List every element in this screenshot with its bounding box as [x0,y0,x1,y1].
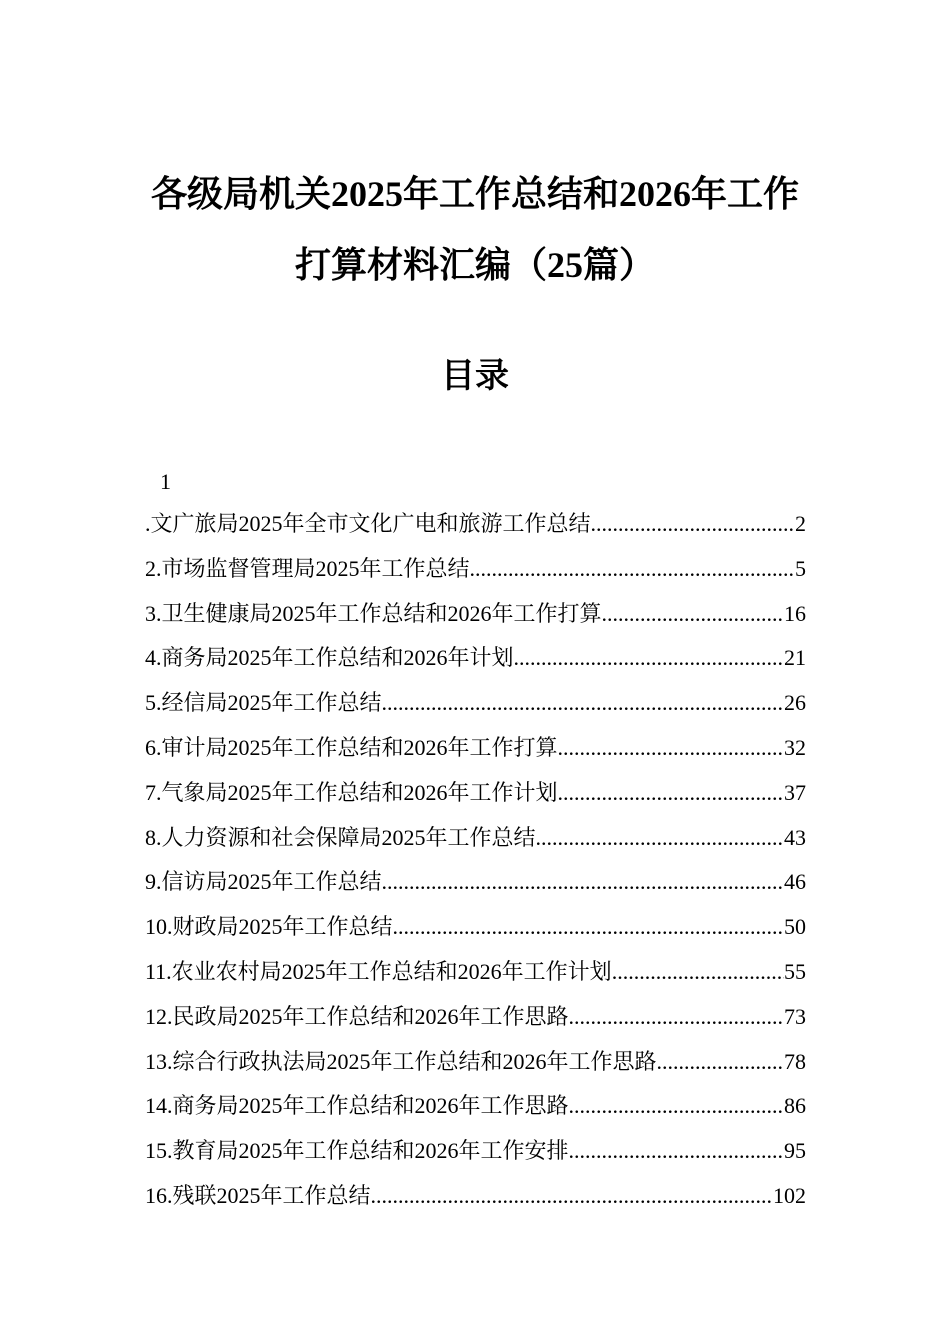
toc-entry[interactable] [145,1084,806,1129]
toc-page-number: 73 [784,1003,806,1029]
toc-dot-leader [514,636,784,681]
toc-page-number: 50 [784,914,806,940]
toc-entry-title: 5.经信局2025年工作总结 [145,690,382,716]
toc-dot-leader [657,1040,784,1085]
toc-dot-leader [470,547,795,592]
toc-entry[interactable] [145,816,806,861]
toc-entry-title: 3.卫生健康局2025年工作总结和2026年工作打算 [145,600,602,626]
toc-page-number: 16 [784,600,806,626]
toc-dot-leader [382,860,784,905]
toc-entry[interactable] [145,860,806,905]
toc-page-number: 26 [784,690,806,716]
toc-page-number: 86 [784,1093,806,1119]
toc-page-number: 102 [773,1182,806,1208]
toc-page-number: 46 [784,869,806,895]
toc-dot-leader [536,816,784,861]
toc-entry[interactable] [145,592,806,637]
toc-entry[interactable] [145,502,806,547]
toc-entry-title: 7.气象局2025年工作总结和2026年工作计划 [145,779,558,805]
toc-entry[interactable] [145,1129,806,1174]
toc-page-number: 78 [784,1048,806,1074]
toc-entry-title: 13.综合行政执法局2025年工作总结和2026年工作思路 [145,1048,657,1074]
toc-page-number: 43 [784,824,806,850]
toc-page-number: 2 [795,511,806,536]
toc-dot-leader [371,1174,773,1219]
table-of-contents [145,462,806,1219]
toc-lead-number: 1 [160,469,171,494]
toc-entry[interactable] [145,636,806,681]
toc-entry-title: 8.人力资源和社会保障局2025年工作总结 [145,824,536,850]
toc-dot-leader [602,592,784,637]
toc-entry[interactable] [145,995,806,1040]
toc-page-number: 55 [784,958,806,984]
toc-entry-title: 6.审计局2025年工作总结和2026年工作打算 [145,734,558,760]
toc-entry-title: .文广旅局2025年全市文化广电和旅游工作总结 [145,511,591,536]
toc-page-number: 95 [784,1138,806,1164]
toc-dot-leader [612,950,784,995]
toc-entry-title: 16.残联2025年工作总结 [145,1182,371,1208]
toc-entry-title: 12.民政局2025年工作总结和2026年工作思路 [145,1003,569,1029]
toc-page-number: 21 [784,645,806,671]
document-title-line-2: 打算材料汇编（25篇） [294,245,655,285]
toc-dot-leader [591,502,795,547]
toc-page-number: 37 [784,779,806,805]
toc-entry[interactable] [145,1174,806,1219]
toc-entry-title: 2.市场监督管理局2025年工作总结 [145,555,470,581]
toc-dot-leader [393,905,784,950]
toc-dot-leader [569,1129,784,1174]
toc-entry-title: 10.财政局2025年工作总结 [145,914,393,940]
toc-heading: 目录 [441,358,509,395]
toc-entry[interactable] [145,726,806,771]
toc-entry[interactable] [145,771,806,816]
toc-dot-leader [382,681,784,726]
toc-dot-leader [558,771,784,816]
toc-page-number: 32 [784,734,806,760]
toc-entry[interactable] [145,547,806,592]
toc-entry[interactable] [145,950,806,995]
toc-page-number: 5 [795,555,806,581]
toc-entry-title: 4.商务局2025年工作总结和2026年计划 [145,645,514,671]
toc-entry-title: 15.教育局2025年工作总结和2026年工作安排 [145,1138,569,1164]
document-title-line-1: 各级局机关2025年工作总结和2026年工作 [150,174,799,214]
toc-entry-title: 9.信访局2025年工作总结 [145,869,382,895]
toc-entry[interactable] [145,905,806,950]
toc-dot-leader [558,726,784,771]
toc-entry[interactable] [145,681,806,726]
toc-entry-title: 11.农业农村局2025年工作总结和2026年工作计划 [145,958,612,984]
toc-entry-title: 14.商务局2025年工作总结和2026年工作思路 [145,1093,569,1119]
toc-dot-leader [569,995,784,1040]
toc-entry[interactable] [145,1040,806,1085]
toc-dot-leader [569,1084,784,1129]
